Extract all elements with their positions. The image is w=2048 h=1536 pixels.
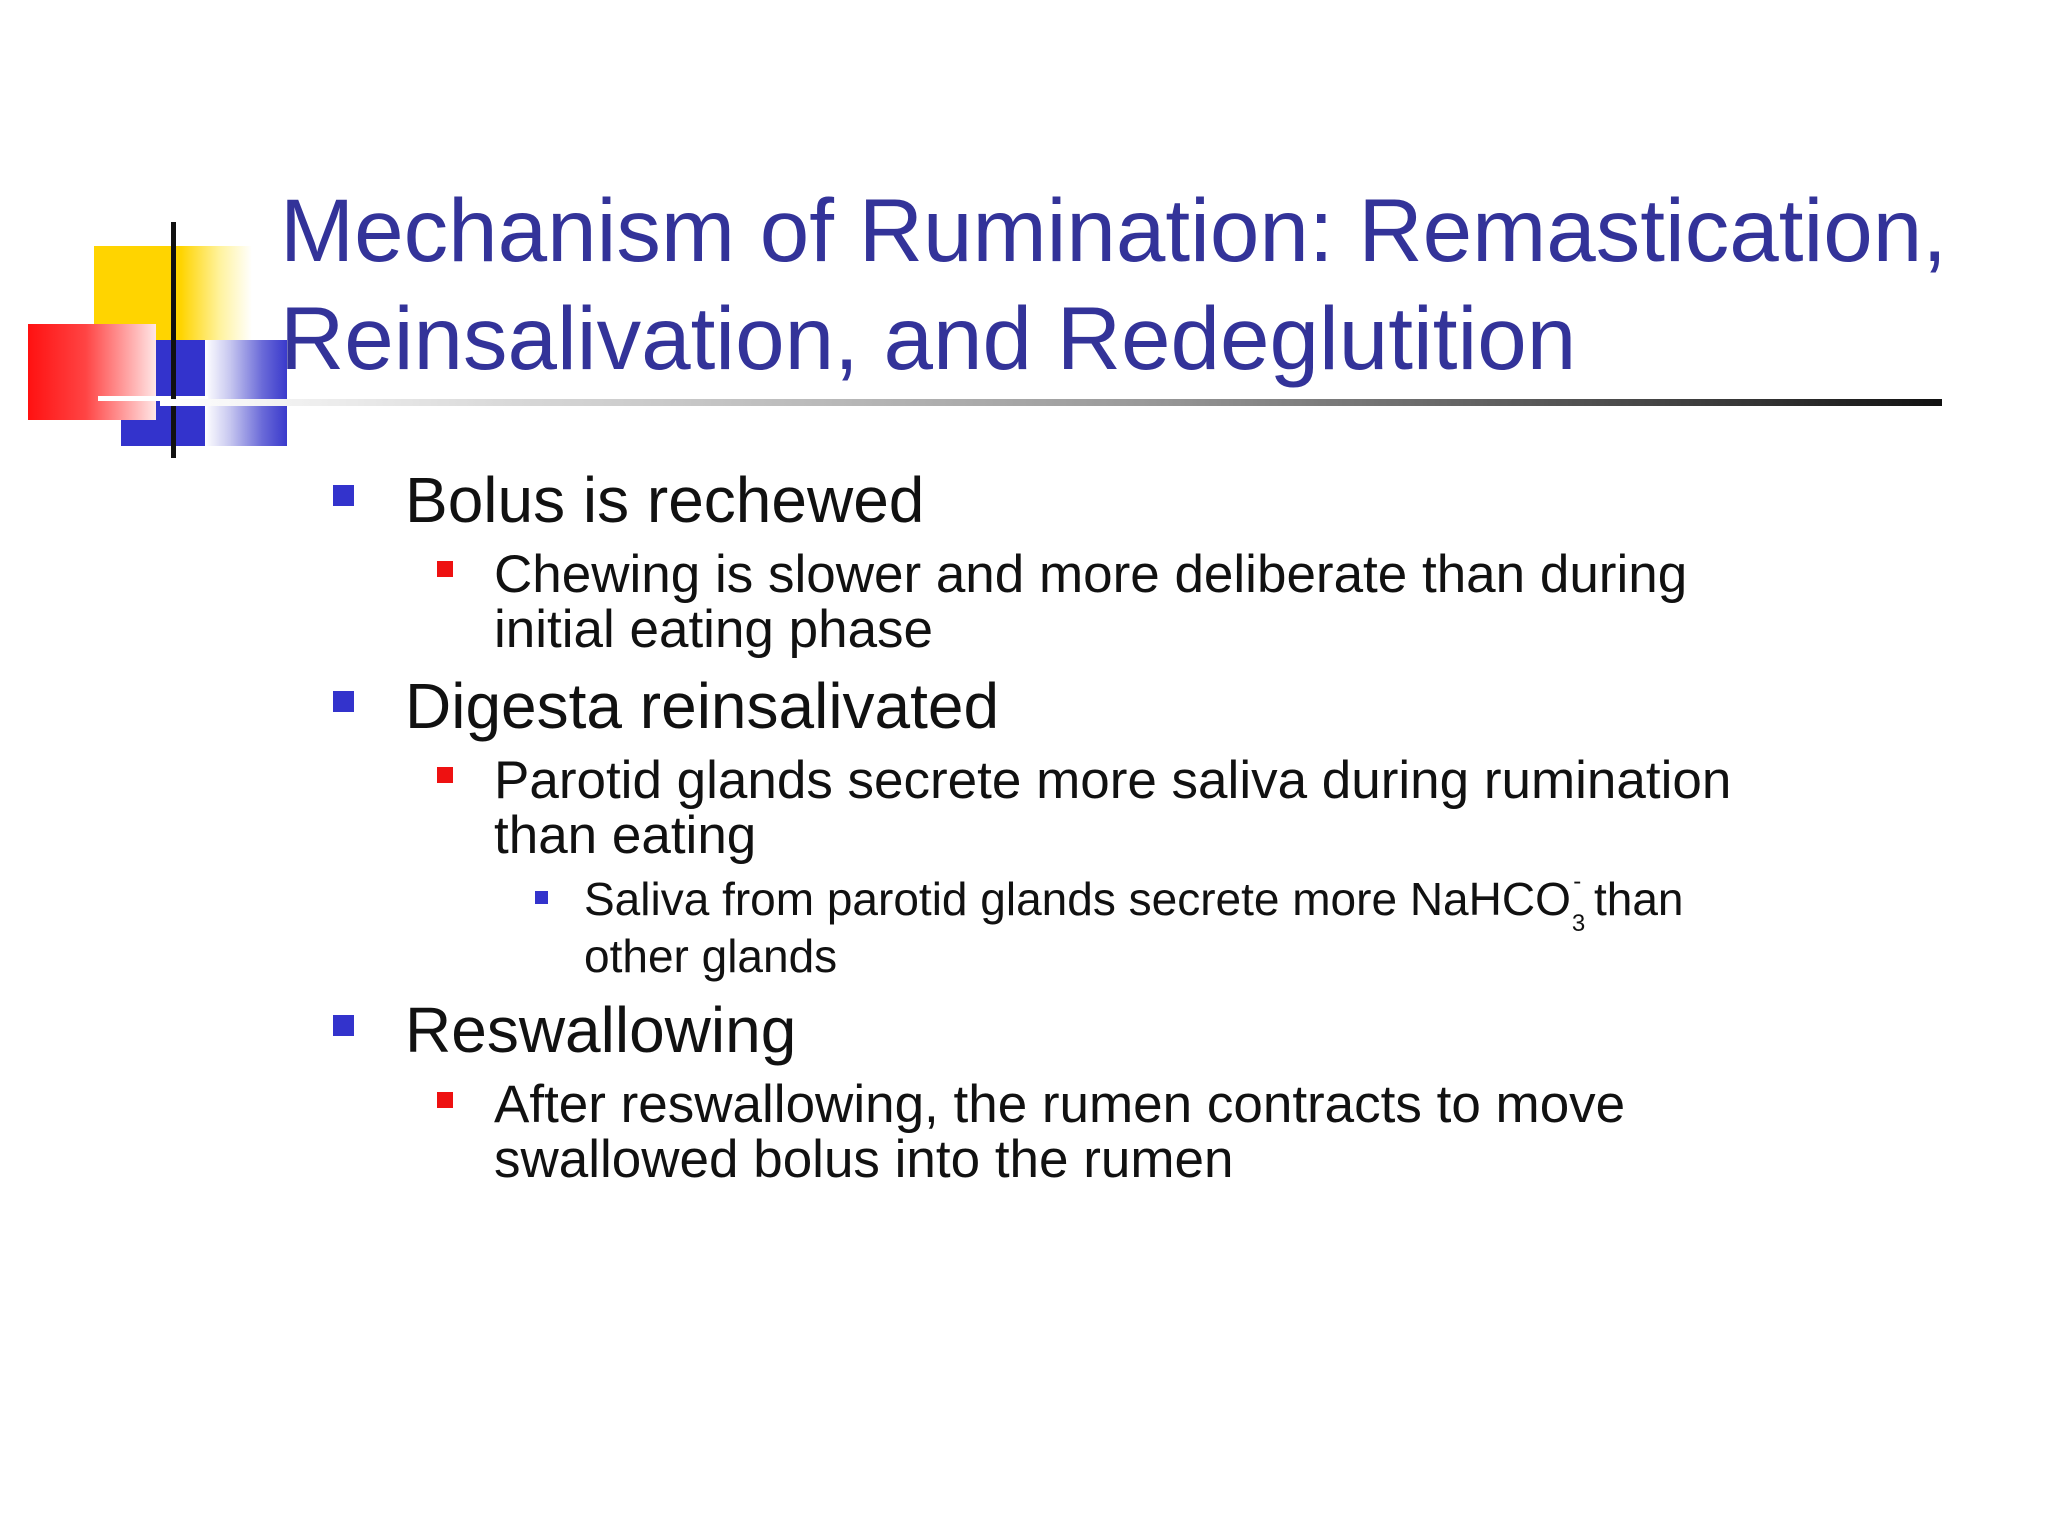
sub-sub-bullet-text-line-1 [584,868,1684,937]
bullet-text: Digesta reinsalivated [405,670,1000,742]
superscript-minus: - [1573,868,1582,895]
sub-bullet-text-line-1: Chewing is slower and more deliberate than during [494,545,1688,604]
square-bullet-icon [333,485,354,506]
square-bullet-icon [437,767,453,783]
square-bullet-icon [333,1015,354,1036]
sub-bullet-text-line-2: than eating [494,806,757,865]
square-bullet-icon [535,891,548,904]
sub-bullet-text-line-2: swallowed bolus into the rumen [494,1130,1234,1189]
formula-text: Saliva from parotid glands secrete more NaHCO [584,873,1571,925]
square-bullet-icon [437,1092,453,1108]
slide-title-line-2: Reinsalivation, and Redeglutition [280,288,1577,388]
sub-bullet-text-line-2: initial eating phase [494,600,934,659]
bullet-text: Bolus is rechewed [405,464,925,536]
trailing-text: than [1581,873,1684,925]
bullet-text: Reswallowing [405,994,797,1066]
square-bullet-icon [333,691,354,712]
sub-sub-bullet-text-line-2: other glands [584,930,838,982]
slide-title-line-1: Mechanism of Rumination: Remastication, [280,180,1947,280]
subscript-3: 3 [1571,910,1586,937]
sub-bullet-text-line-1: Parotid glands secrete more saliva during rumination [494,751,1732,810]
sub-bullet-text-line-1: After reswallowing, the rumen contracts to move [494,1075,1626,1134]
square-bullet-icon [437,561,453,577]
